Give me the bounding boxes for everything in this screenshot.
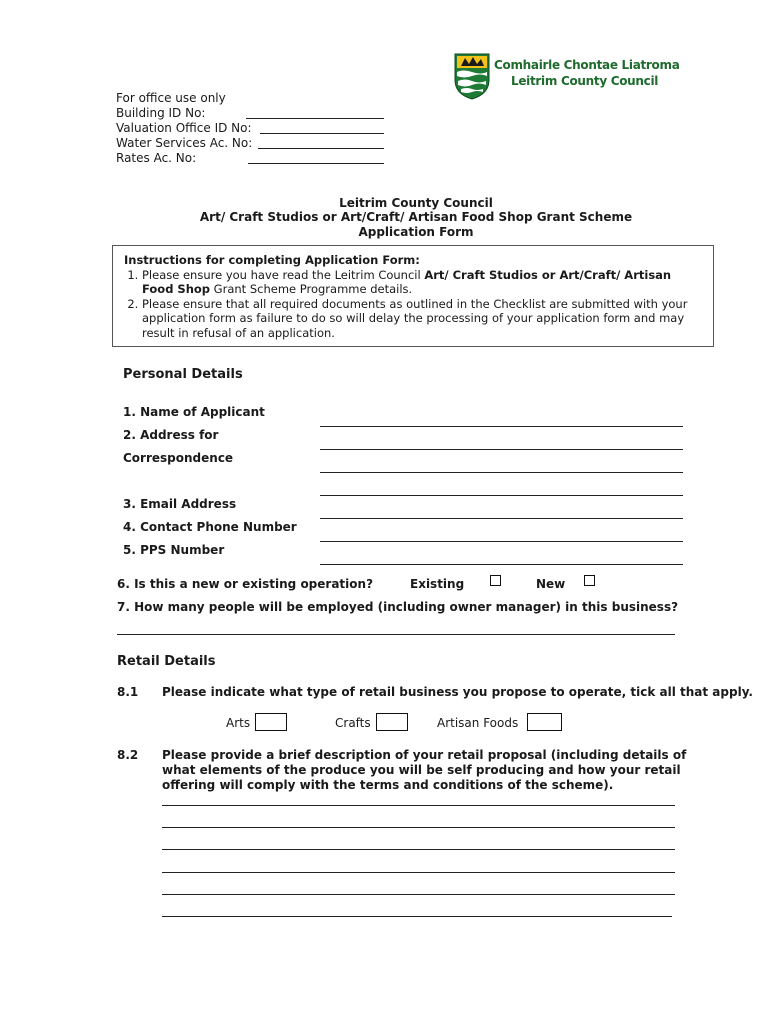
rates-ac-label: Rates Ac. No: [116,151,197,165]
instructions-box [112,245,714,347]
proposal-line-2[interactable] [162,827,675,828]
q82-text: Please provide a brief description of your retail proposal (including details of what elements of the produce you will be self producing and how your retail offering will comply with the terms and conditions of the scheme). [162,748,687,792]
instruction-1-text: Please ensure you have read the Leitrim Council [142,267,425,282]
pps-label: 5. PPS Number [123,543,225,557]
crafts-checkbox[interactable] [376,713,408,731]
council-name-english: Leitrim County Council [511,74,659,88]
q82-number: 8.2 [117,748,139,762]
valuation-office-id-label: Valuation Office ID No: [116,121,252,135]
instruction-item-1 [142,268,703,297]
new-checkbox[interactable] [584,575,595,586]
existing-label: Existing [410,577,465,591]
arts-checkbox[interactable] [255,713,287,731]
proposal-line-4[interactable] [162,872,675,873]
title-scheme: Art/ Craft Studios or Art/Craft/ Artisan Food Shop Grant Scheme [199,210,633,224]
name-field[interactable] [320,426,683,427]
phone-field[interactable] [320,541,683,542]
instruction-item-2: 2. Please ensure that all required documents as outlined in the Checklist are submitted with your application form as failure to do so will delay the processing of your application form and may result in refusal of an application. [142,297,703,341]
rates-ac-field[interactable] [248,163,384,164]
operation-question: 6. Is this a new or existing operation? [117,577,374,591]
address-field-line-1[interactable] [320,449,683,450]
proposal-line-3[interactable] [162,849,675,850]
email-field[interactable] [320,518,683,519]
artisan-foods-checkbox[interactable] [527,713,562,731]
address-label: 2. Address for [123,428,219,442]
retail-details-heading: Retail Details [117,654,216,669]
personal-details-heading: Personal Details [123,367,243,382]
correspondence-label: Correspondence [123,451,234,465]
new-label: New [536,577,566,591]
address-field-line-3[interactable] [320,495,683,496]
proposal-line-1[interactable] [162,805,675,806]
water-services-field[interactable] [258,148,384,149]
name-label: 1. Name of Applicant [123,405,265,419]
building-id-label: Building ID No: [116,106,206,120]
title-form: Application Form [358,225,474,239]
existing-checkbox[interactable] [490,575,501,586]
water-services-label: Water Services Ac. No: [116,136,253,150]
instruction-1-scheme-name: Art/ Craft Studios or Art/Craft/ Artisan Food Shop [142,267,672,296]
q81-number: 8.1 [117,685,139,699]
instructions-heading: Instructions for completing Application Form: [124,253,420,267]
employment-question: 7. How many people will be employed (including owner manager) in this business? [117,600,679,614]
council-crest-logo [453,52,491,100]
employment-field[interactable] [117,634,675,635]
artisan-foods-label: Artisan Foods [437,716,519,730]
council-name-irish: Comhairle Chontae Liatroma [494,58,680,72]
address-field-line-2[interactable] [320,472,683,473]
phone-label: 4. Contact Phone Number [123,520,297,534]
crafts-label: Crafts [335,716,371,730]
building-id-field[interactable] [246,118,384,119]
arts-label: Arts [226,716,251,730]
pps-field[interactable] [320,564,683,565]
proposal-line-6[interactable] [162,916,672,917]
office-use-heading: For office use only [116,91,226,105]
email-label: 3. Email Address [123,497,237,511]
valuation-office-id-field[interactable] [260,133,384,134]
q81-text: Please indicate what type of retail business you propose to operate, tick all that apply. [162,685,753,699]
title-council: Leitrim County Council [339,196,493,210]
instruction-1-text-end: Grant Scheme Programme details. [210,282,413,296]
proposal-line-5[interactable] [162,894,675,895]
